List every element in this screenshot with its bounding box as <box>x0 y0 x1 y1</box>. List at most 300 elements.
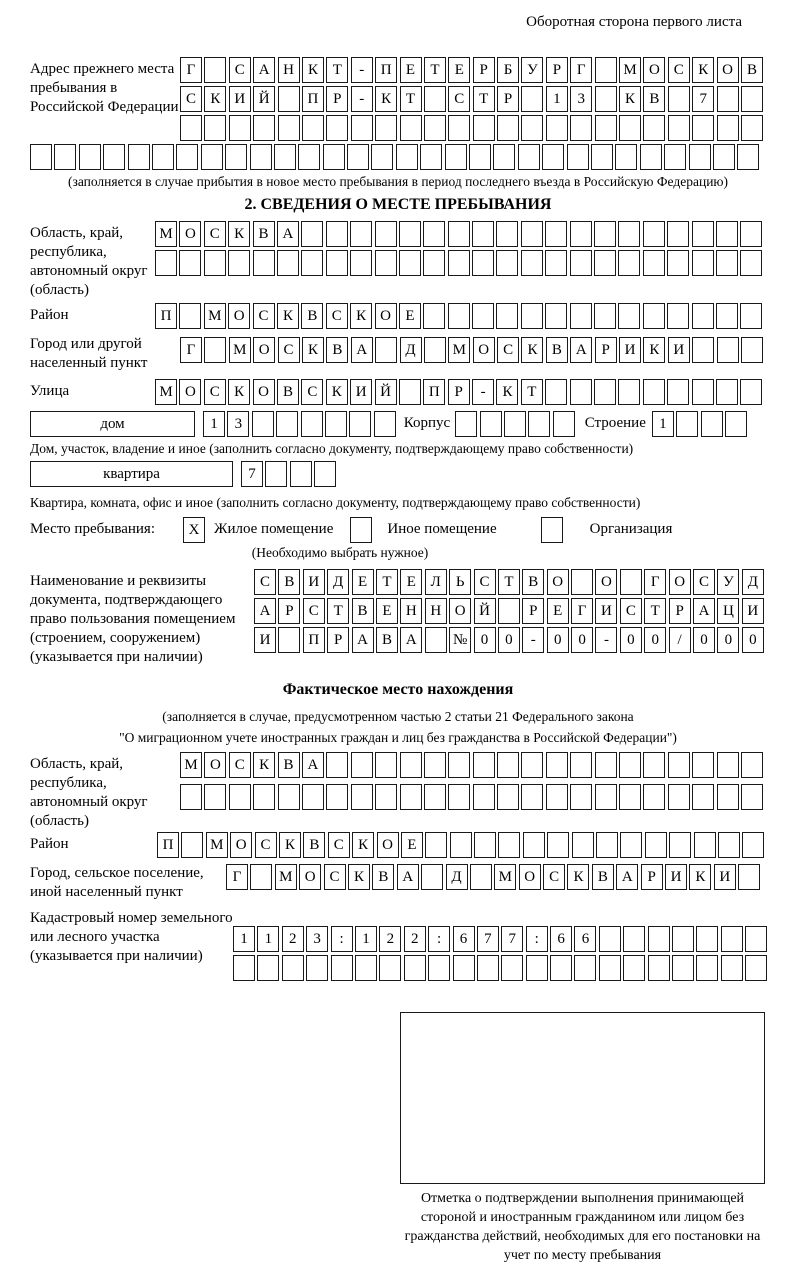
char-cell: В <box>303 832 325 858</box>
char-cell <box>428 955 450 981</box>
char-cell <box>326 752 348 778</box>
char-cell <box>278 784 300 810</box>
char-cell: : <box>526 926 548 952</box>
char-cell <box>375 221 397 247</box>
char-cell: О <box>473 337 495 363</box>
char-cell <box>306 955 328 981</box>
char-cell: О <box>519 864 541 890</box>
char-cell <box>455 411 477 437</box>
char-cell: Р <box>522 598 544 624</box>
char-cell <box>542 144 564 170</box>
char-cell <box>745 955 767 981</box>
char-cell: Р <box>595 337 617 363</box>
char-cell <box>450 832 472 858</box>
char-cell: № <box>449 627 471 653</box>
char-cell <box>472 221 494 247</box>
char-cell: 0 <box>717 627 739 653</box>
char-cell: 0 <box>693 627 715 653</box>
char-cell <box>692 303 714 329</box>
doc-row-1 <box>254 569 764 595</box>
char-cell <box>741 337 763 363</box>
fact-district-block <box>30 832 766 861</box>
char-cell: Б <box>497 57 519 83</box>
char-cell: Й <box>253 86 275 112</box>
char-cell <box>448 221 470 247</box>
char-cell: О <box>449 598 471 624</box>
char-cell: С <box>229 57 251 83</box>
char-cell <box>448 250 470 276</box>
char-cell: С <box>326 303 348 329</box>
char-cell: С <box>620 598 642 624</box>
char-cell: А <box>570 337 592 363</box>
char-cell <box>567 144 589 170</box>
char-cell <box>615 144 637 170</box>
char-cell: Р <box>546 57 568 83</box>
char-cell <box>676 411 698 437</box>
char-cell <box>351 784 373 810</box>
char-cell: 2 <box>404 926 426 952</box>
cadastral-label: Кадастровый номер земельного или лесного участка (указывается при наличии) <box>30 910 233 964</box>
char-cell: А <box>302 752 324 778</box>
char-cell <box>399 250 421 276</box>
char-cell: К <box>302 57 324 83</box>
fact-title: Фактическое место нахождения <box>282 681 514 698</box>
char-cell <box>496 221 518 247</box>
prev-address-row-1 <box>180 57 763 83</box>
char-cell: А <box>400 627 422 653</box>
char-cell <box>738 864 760 890</box>
char-cell <box>643 303 665 329</box>
char-cell <box>424 86 446 112</box>
char-cell <box>253 784 275 810</box>
char-cell <box>282 955 304 981</box>
char-cell <box>473 115 495 141</box>
char-cell: 3 <box>227 411 249 437</box>
char-cell <box>571 569 593 595</box>
char-cell: Л <box>425 569 447 595</box>
char-cell <box>326 250 348 276</box>
char-cell <box>721 926 743 952</box>
char-cell <box>742 832 764 858</box>
char-cell <box>667 221 689 247</box>
char-cell <box>570 784 592 810</box>
char-cell <box>550 955 572 981</box>
fact-district-label: Район <box>30 836 69 852</box>
char-cell <box>570 250 592 276</box>
char-cell <box>741 784 763 810</box>
char-cell: М <box>619 57 641 83</box>
char-cell: О <box>643 57 665 83</box>
char-cell: О <box>375 303 397 329</box>
char-cell: О <box>253 379 275 405</box>
char-cell <box>201 144 223 170</box>
char-cell: Р <box>278 598 300 624</box>
char-cell: В <box>278 752 300 778</box>
char-cell <box>504 411 526 437</box>
char-cell <box>545 221 567 247</box>
char-cell <box>643 115 665 141</box>
stamp-area <box>400 1012 765 1265</box>
char-cell <box>497 752 519 778</box>
char-cell <box>396 144 418 170</box>
char-cell: В <box>741 57 763 83</box>
char-cell <box>599 926 621 952</box>
char-cell: В <box>643 86 665 112</box>
char-cell: Г <box>180 57 202 83</box>
char-cell: К <box>348 864 370 890</box>
char-cell <box>570 221 592 247</box>
char-cell <box>54 144 76 170</box>
char-cell: - <box>351 57 373 83</box>
char-cell: К <box>204 86 226 112</box>
char-cell <box>645 832 667 858</box>
char-cell <box>620 832 642 858</box>
char-cell: И <box>595 598 617 624</box>
char-cell: 7 <box>501 926 523 952</box>
char-cell <box>545 250 567 276</box>
cadastral-row-1 <box>233 926 767 952</box>
char-cell: У <box>521 57 543 83</box>
char-cell: С <box>180 86 202 112</box>
char-cell: К <box>350 303 372 329</box>
stay-option-checkbox-zhiloe: X <box>183 517 205 543</box>
region-block <box>30 221 766 303</box>
char-cell <box>257 955 279 981</box>
prev-address-row-full <box>30 144 766 170</box>
char-cell <box>477 955 499 981</box>
char-cell <box>421 864 443 890</box>
stamp-note: Отметка о подтверждении выполнения принимающей стороной и иностранным гражданином или лицом без гражданства действий, необходимых для его постановки на учет по месту пребывания <box>404 1191 761 1263</box>
char-cell: : <box>331 926 353 952</box>
char-cell <box>716 250 738 276</box>
char-cell: Т <box>498 569 520 595</box>
char-cell: В <box>546 337 568 363</box>
char-cell: В <box>277 379 299 405</box>
char-cell <box>253 250 275 276</box>
char-cell: П <box>302 86 324 112</box>
char-cell: Р <box>669 598 691 624</box>
char-cell <box>696 926 718 952</box>
char-cell <box>618 303 640 329</box>
stay-type-row <box>30 517 766 543</box>
char-cell: А <box>693 598 715 624</box>
char-cell: 1 <box>203 411 225 437</box>
char-cell <box>473 752 495 778</box>
char-cell: А <box>351 337 373 363</box>
char-cell <box>323 144 345 170</box>
house-number-cells <box>203 411 396 437</box>
char-cell <box>399 221 421 247</box>
char-cell <box>404 955 426 981</box>
char-cell: К <box>643 337 665 363</box>
char-cell: - <box>472 379 494 405</box>
char-cell <box>694 832 716 858</box>
char-cell: Н <box>400 598 422 624</box>
char-cell: Г <box>226 864 248 890</box>
char-cell <box>469 144 491 170</box>
char-cell: С <box>693 569 715 595</box>
char-cell: П <box>303 627 325 653</box>
apartment-name-box: квартира <box>30 461 233 487</box>
char-cell <box>716 303 738 329</box>
char-cell: К <box>228 379 250 405</box>
fact-region-row-2 <box>180 784 763 810</box>
fact-note-2: "О миграционном учете иностранных граждан и лиц без гражданства в Российской Федерации") <box>119 730 677 745</box>
prev-address-block <box>30 57 766 144</box>
char-cell: В <box>522 569 544 595</box>
char-cell: О <box>253 337 275 363</box>
char-cell <box>740 221 762 247</box>
apartment-block <box>30 461 766 490</box>
char-cell: К <box>279 832 301 858</box>
char-cell <box>496 303 518 329</box>
char-cell: Р <box>326 86 348 112</box>
doc-label: Наименование и реквизиты документа, подтверждающего право пользования помещением (строением, сооружением) (указывается при наличии) <box>30 573 236 665</box>
char-cell <box>740 250 762 276</box>
char-cell <box>648 926 670 952</box>
char-cell: К <box>352 832 374 858</box>
char-cell <box>448 115 470 141</box>
char-cell <box>545 379 567 405</box>
char-cell <box>545 303 567 329</box>
char-cell <box>276 411 298 437</box>
section2-title: 2. СВЕДЕНИЯ О МЕСТЕ ПРЕБЫВАНИЯ <box>244 196 552 213</box>
char-cell <box>233 955 255 981</box>
char-cell: М <box>229 337 251 363</box>
char-cell <box>400 115 422 141</box>
char-cell <box>572 832 594 858</box>
char-cell: И <box>742 598 764 624</box>
char-cell <box>618 250 640 276</box>
char-cell <box>570 115 592 141</box>
char-cell <box>399 379 421 405</box>
char-cell: С <box>448 86 470 112</box>
char-cell <box>570 752 592 778</box>
char-cell <box>225 144 247 170</box>
char-cell <box>692 250 714 276</box>
char-cell: С <box>254 569 276 595</box>
char-cell <box>692 221 714 247</box>
page-header-note: Оборотная сторона первого листа <box>526 14 742 30</box>
char-cell <box>252 411 274 437</box>
char-cell <box>643 784 665 810</box>
stay-option-label-org: Организация <box>589 521 673 537</box>
char-cell <box>668 115 690 141</box>
char-cell: Е <box>401 832 423 858</box>
char-cell: К <box>692 57 714 83</box>
char-cell <box>518 144 540 170</box>
char-cell: С <box>668 57 690 83</box>
char-cell <box>278 627 300 653</box>
char-cell: Т <box>424 57 446 83</box>
char-cell: Н <box>425 598 447 624</box>
char-cell <box>301 250 323 276</box>
char-cell: А <box>253 57 275 83</box>
char-cell: Р <box>473 57 495 83</box>
char-cell: 6 <box>550 926 572 952</box>
char-cell <box>298 144 320 170</box>
char-cell <box>521 752 543 778</box>
char-cell <box>643 221 665 247</box>
char-cell <box>204 337 226 363</box>
char-cell: Т <box>644 598 666 624</box>
char-cell <box>668 784 690 810</box>
char-cell: М <box>494 864 516 890</box>
stay-type-label: Место пребывания: <box>30 521 155 537</box>
char-cell: 0 <box>742 627 764 653</box>
char-cell <box>180 115 202 141</box>
char-cell <box>176 144 198 170</box>
char-cell <box>595 784 617 810</box>
char-cell <box>692 752 714 778</box>
char-cell: Р <box>327 627 349 653</box>
char-cell: И <box>619 337 641 363</box>
char-cell <box>371 144 393 170</box>
stay-option-label-zhiloe: Жилое помещение <box>214 521 334 537</box>
char-cell <box>347 144 369 170</box>
char-cell <box>331 955 353 981</box>
char-cell: Г <box>644 569 666 595</box>
char-cell: М <box>155 379 177 405</box>
char-cell <box>741 115 763 141</box>
fact-region-row-1 <box>180 752 763 778</box>
char-cell <box>692 379 714 405</box>
char-cell: 6 <box>574 926 596 952</box>
char-cell <box>326 221 348 247</box>
char-cell <box>594 303 616 329</box>
char-cell <box>717 337 739 363</box>
char-cell <box>301 221 323 247</box>
char-cell <box>250 864 272 890</box>
char-cell: К <box>277 303 299 329</box>
korpus-label: Корпус <box>403 415 451 431</box>
char-cell: Н <box>278 57 300 83</box>
char-cell: Г <box>570 57 592 83</box>
char-cell <box>351 752 373 778</box>
char-cell: О <box>717 57 739 83</box>
char-cell <box>301 411 323 437</box>
char-cell <box>667 379 689 405</box>
char-cell <box>250 144 272 170</box>
char-cell <box>474 832 496 858</box>
char-cell: 0 <box>474 627 496 653</box>
doc-block <box>30 569 766 667</box>
char-cell <box>521 303 543 329</box>
char-cell <box>375 784 397 810</box>
char-cell <box>424 337 446 363</box>
char-cell: С <box>204 221 226 247</box>
char-cell <box>741 86 763 112</box>
char-cell <box>496 250 518 276</box>
char-cell: И <box>303 569 325 595</box>
char-cell: 7 <box>692 86 714 112</box>
char-cell: О <box>299 864 321 890</box>
char-cell <box>672 926 694 952</box>
char-cell: 7 <box>241 461 263 487</box>
char-cell: / <box>669 627 691 653</box>
char-cell <box>375 115 397 141</box>
char-cell <box>498 598 520 624</box>
char-cell: М <box>204 303 226 329</box>
char-cell: 0 <box>498 627 520 653</box>
char-cell <box>179 250 201 276</box>
fact-city-label: Город, сельское поселение, иной населенный пункт <box>30 865 204 900</box>
char-cell <box>521 250 543 276</box>
char-cell <box>498 832 520 858</box>
char-cell <box>228 250 250 276</box>
char-cell: Е <box>352 569 374 595</box>
char-cell: С <box>229 752 251 778</box>
char-cell: К <box>302 337 324 363</box>
fact-region-block <box>30 752 766 832</box>
char-cell: И <box>665 864 687 890</box>
city-row <box>180 337 763 363</box>
char-cell: Р <box>448 379 470 405</box>
char-cell <box>204 115 226 141</box>
region-label: Область, край, республика, автономный округ (область) <box>30 225 148 298</box>
char-cell <box>445 144 467 170</box>
char-cell <box>717 115 739 141</box>
char-cell <box>473 784 495 810</box>
char-cell: И <box>714 864 736 890</box>
char-cell: А <box>616 864 638 890</box>
char-cell: П <box>423 379 445 405</box>
char-cell: О <box>179 379 201 405</box>
char-cell <box>620 569 642 595</box>
char-cell <box>155 250 177 276</box>
char-cell: М <box>206 832 228 858</box>
char-cell: О <box>228 303 250 329</box>
char-cell <box>526 955 548 981</box>
char-cell <box>692 784 714 810</box>
char-cell: 0 <box>571 627 593 653</box>
char-cell <box>717 784 739 810</box>
char-cell: Д <box>400 337 422 363</box>
char-cell <box>355 955 377 981</box>
char-cell: П <box>155 303 177 329</box>
char-cell <box>425 832 447 858</box>
char-cell: 3 <box>306 926 328 952</box>
char-cell: Т <box>400 86 422 112</box>
char-cell: Т <box>326 57 348 83</box>
house-block <box>30 411 766 440</box>
char-cell: С <box>253 303 275 329</box>
char-cell <box>521 86 543 112</box>
char-cell <box>546 784 568 810</box>
city-label: Город или другой населенный пункт <box>30 336 148 371</box>
char-cell <box>480 411 502 437</box>
char-cell: В <box>352 598 374 624</box>
char-cell <box>740 303 762 329</box>
char-cell <box>325 411 347 437</box>
char-cell <box>713 144 735 170</box>
char-cell <box>497 784 519 810</box>
char-cell <box>470 864 492 890</box>
char-cell <box>745 926 767 952</box>
char-cell: Г <box>571 598 593 624</box>
char-cell <box>619 115 641 141</box>
char-cell <box>379 955 401 981</box>
char-cell <box>669 832 691 858</box>
stay-type-note: (Необходимо выбрать нужное) <box>251 545 429 560</box>
fact-region-label: Область, край, республика, автономный округ (область) <box>30 756 148 829</box>
char-cell <box>375 337 397 363</box>
char-cell: С <box>543 864 565 890</box>
char-cell <box>420 144 442 170</box>
region-row-2 <box>155 250 762 276</box>
char-cell <box>448 303 470 329</box>
char-cell: С <box>278 337 300 363</box>
